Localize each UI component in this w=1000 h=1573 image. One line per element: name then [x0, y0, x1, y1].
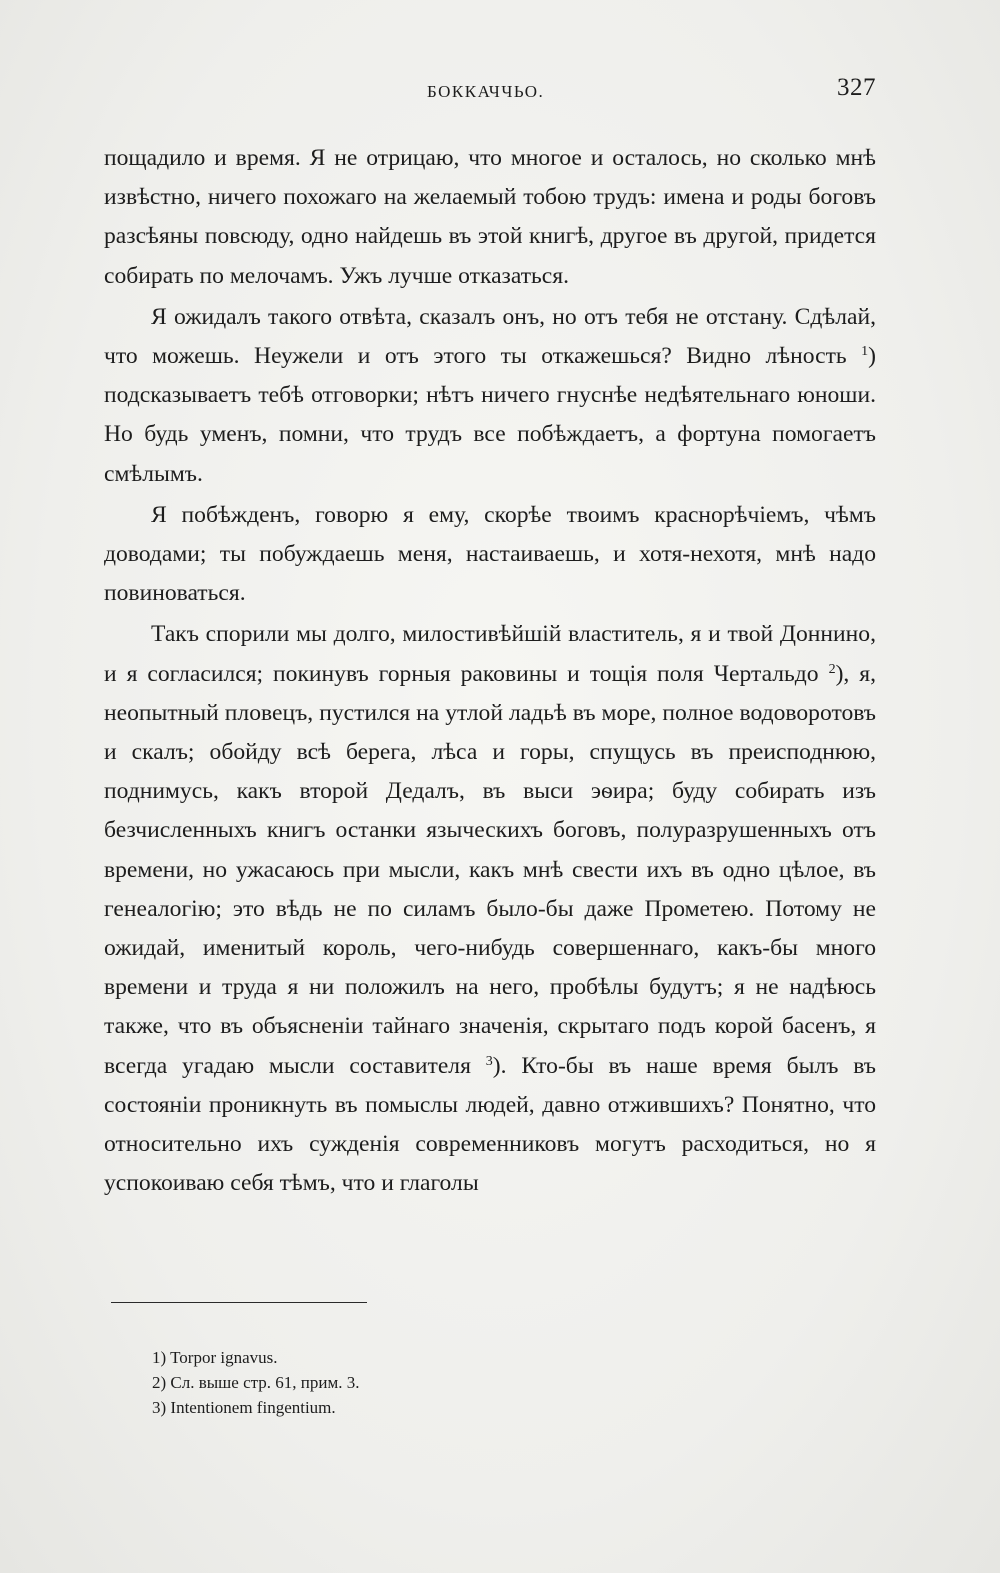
footnote-divider — [111, 1302, 367, 1303]
page-number: 327 — [837, 74, 876, 101]
paragraph-2 — [104, 298, 876, 494]
footnotes — [152, 1345, 752, 1420]
running-title: БОККАЧЧЬО. — [427, 82, 545, 101]
paragraph-1-text: пощадило и время. Я не отрицаю, что многое и осталось, но сколько мнѣ извѣстно, ничего похожаго на желаемый тобою трудъ: имена и роды боговъ разсѣяны повсюду, одно найдешь въ этой книгѣ, другое въ другой, придется собирать по мелочамъ. Ужъ лучше отказаться. — [104, 145, 876, 289]
footnote-3: 3) Intentionem fingentium. — [152, 1398, 336, 1417]
footnote-ref-2: 2 — [828, 661, 836, 677]
paragraph-4-text-a: Такъ спорили мы долго, милостивѣйшій властитель, я и твой Доннино, и я согласился; покинувъ горныя раковины и тощія поля Чертальдо — [104, 621, 876, 687]
paragraph-1 — [104, 139, 876, 296]
footnote-1: 1) Torpor ignavus. — [152, 1348, 278, 1367]
paragraph-2-text-a: Я ожидалъ такого отвѣта, сказалъ онъ, но отъ тебя не отстану. Сдѣлай, что можешь. Неужели и отъ этого ты откажешься? Видно лѣность — [104, 303, 876, 370]
paragraph-3-text: Я побѣжденъ, говорю я ему, скорѣе твоимъ краснорѣчіемъ, чѣмъ доводами; ты побуждаешь меня, настаиваешь, и хотя-нехотя, мнѣ надо повиноваться. — [104, 501, 876, 607]
paragraph-3 — [104, 496, 876, 614]
footnote-ref-3: 3 — [485, 1053, 493, 1069]
paragraph-2-text-b: ) подсказываетъ тебѣ отговорки; нѣтъ ничего гнуснѣе недѣятельнаго юноши. Но будь уменъ, помни, что трудъ все побѣждаетъ, а фортуна помогаетъ смѣлымъ. — [104, 343, 876, 487]
paragraph-4-text-c: ). Кто-бы въ наше время былъ въ состояніи проникнуть въ помыслы людей, давно отжившихъ? Понятно, что относительно ихъ сужденія современниковъ могутъ расходиться, но я успокоиваю себя тѣмъ, что и глаголы — [104, 1052, 876, 1197]
main-text — [104, 139, 876, 1203]
running-head — [104, 74, 876, 108]
paragraph-4-text-b: ), я, неопытный пловецъ, пустился на утлой ладьѣ въ море, полное водоворотовъ и скалъ; обойду всѣ берега, лѣса и горы, спущусь въ преисподнюю, поднимусь, какъ второй Дедалъ, въ выси эѳира; буду собирать изъ безчисленныхъ книгъ останки языческихъ боговъ, полуразрушенныхъ отъ времени, но ужасаюсь при мысли, какъ мнѣ свести ихъ въ одно цѣлое, въ генеалогію; это вѣдь не по силамъ было-бы даже Прометею. Потому не ожидай, именитый король, чего-нибудь совершеннаго, какъ-бы много времени и труда я ни положилъ на него, пробѣлы будутъ; я не надѣюсь также, что въ объясненіи тайнаго значенія, скрытаго подъ корой басенъ, я всегда угадаю мысли составителя — [104, 660, 877, 1079]
footnote-ref-1: 1 — [861, 344, 869, 360]
footnote-2: 2) Сл. выше стр. 61, прим. 3. — [152, 1373, 360, 1392]
paragraph-4 — [104, 615, 876, 1203]
